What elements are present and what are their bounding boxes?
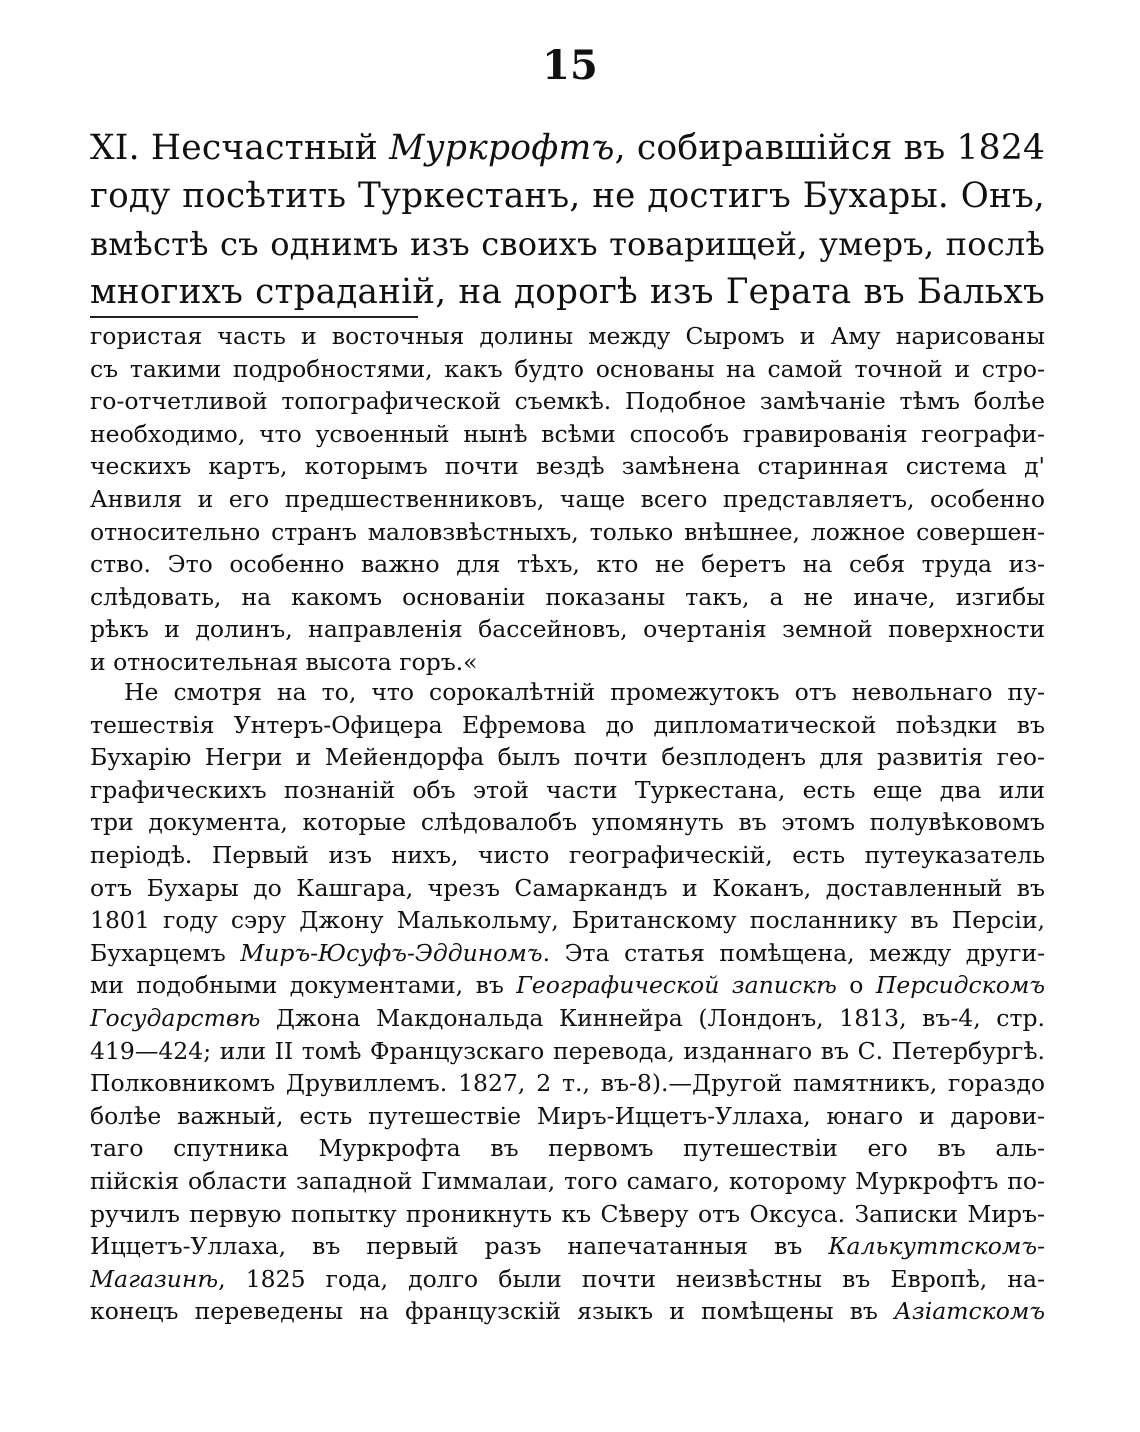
- body-line-19-end: , 1825 года, долго были почти неизвѣстны въ Европѣ, на-: [218, 1264, 1045, 1293]
- footnote-line: ство. Это особенно важно для тѣхъ, кто не беретъ на себя труда из-: [90, 550, 1045, 579]
- body-line-4: графическихъ познаній объ этой части Туркестана, есть еще два или: [90, 775, 1045, 804]
- body-line-7: отъ Бухары до Кашгара, чрезъ Самаркандъ и Коканъ, доставленный въ: [90, 873, 1045, 902]
- footnote: [90, 320, 1045, 679]
- body-line-3: Бухарію Негри и Мейендорфа былъ почти безплоденъ для развитія гео-: [90, 743, 1045, 772]
- body-line-10-title-1: Географической запискѣ: [516, 971, 837, 1000]
- section-line-1: [90, 124, 1045, 172]
- footnote-line: Анвиля и его предшественниковъ, чаще всего представляетъ, особенно: [90, 484, 1045, 513]
- body-line-19: [90, 1263, 1045, 1296]
- body-line-9-start: Бухарцемъ: [90, 938, 241, 967]
- body-line-20-start: конецъ переведены на французскій языкъ и помѣщены въ: [90, 1297, 895, 1326]
- body-line-9-end: . Эта статья помѣщена, между други-: [542, 938, 1045, 967]
- body-line-19-title: Магазинѣ: [90, 1264, 219, 1293]
- body-line-10-title-2: Персидскомъ: [875, 971, 1045, 1000]
- body-line-11-end: Джона Макдональда Киннейра (Лондонъ, 1813, въ-4, стр.: [260, 1003, 1045, 1032]
- body-line-5: три документа, которые слѣдовалобъ упомянуть въ этомъ полувѣковомъ: [90, 808, 1045, 837]
- body-line-16: пійскія области западной Гиммалаи, того самаго, которому Муркрофтъ по-: [90, 1166, 1045, 1195]
- body-line-20-title: Азіатскомъ: [894, 1297, 1045, 1326]
- body-line-1: Не смотря на то, что сорокалѣтній промежутокъ отъ невольнаго пу-: [124, 678, 1045, 706]
- body-line-2: тешествія Унтеръ-Офицера Ефремова до дипломатической поѣздки въ: [90, 710, 1045, 739]
- body-line-17: ручилъ первую попытку проникнуть къ Сѣверу отъ Оксуса. Записки Миръ-: [90, 1199, 1045, 1228]
- section-line-4: многихъ страданій, на дорогѣ изъ Герата въ Бальхъ: [90, 272, 1045, 312]
- body-line-11: [90, 1002, 1045, 1035]
- body-line-15: таго спутника Муркрофта въ первомъ путешествіи его въ аль-: [90, 1134, 1045, 1163]
- section-line-2: году посѣтить Туркестанъ, не достигъ Бухары. Онъ,: [90, 176, 1045, 216]
- body-line-11-title: Государствѣ: [90, 1003, 261, 1032]
- body-line-18: [90, 1230, 1045, 1263]
- footnote-line: съ такими подробностями, какъ будто основаны на самой точной и стро-: [90, 354, 1045, 383]
- footnote-line: ческихъ картъ, которымъ почти вездѣ замѣнена старинная система д': [90, 452, 1045, 481]
- body-line-10-mid: о: [836, 971, 876, 1000]
- section-line-3: вмѣстѣ съ однимъ изъ своихъ товарищей, умеръ, послѣ: [90, 225, 1045, 263]
- body-line-6: періодѣ. Первый изъ нихъ, чисто географическій, есть путеуказатель: [90, 840, 1045, 869]
- section-line-1-start: XI. Несчастный: [90, 128, 390, 168]
- footnote-line: слѣдовать, на какомъ основаніи показаны такъ, а не иначе, изгибы: [90, 582, 1045, 611]
- body-line-18-start: Иццетъ-Уллаха, въ первый разъ напечатанныя въ: [90, 1232, 829, 1261]
- footnote-line: рѣкъ и долинъ, направленія бассейновъ, очертанія земной поверхности: [90, 615, 1045, 644]
- section-line-1-end: , собиравшійся въ 1824: [614, 128, 1045, 168]
- footnote-separator-rule: [90, 316, 418, 318]
- body-line-12: 419—424; или II томѣ Французскаго перевода, изданнаго въ С. Петербургѣ.: [90, 1036, 1045, 1065]
- footnote-line: необходимо, что усвоенный нынѣ всѣми способъ гравированія географи-: [90, 419, 1045, 448]
- body-line-8: 1801 году сэру Джону Малькольму, Британскому посланнику въ Персіи,: [90, 906, 1045, 935]
- body-line-13: Полковникомъ Друвиллемъ. 1827, 2 т., въ-8).—Другой памятникъ, гораздо: [90, 1069, 1045, 1098]
- body-line-9: [90, 937, 1045, 970]
- section-line-1-name: Муркрофтъ: [389, 128, 615, 168]
- body-line-10-start: ми подобными документами, въ: [90, 971, 517, 1000]
- footnote-line: гористая часть и восточныя долины между Сыромъ и Аму нарисованы: [90, 322, 1045, 350]
- footnote-line: го-отчетливой топографической съемкѣ. Подобное замѣчаніе тѣмъ болѣе: [90, 387, 1045, 416]
- footnote-line: относительно странъ маловзвѣстныхъ, только внѣшнее, ложное совершен-: [90, 517, 1045, 546]
- body-paragraph: [90, 676, 1045, 1328]
- body-line-14: болѣе важный, есть путешествіе Миръ-Иццетъ-Уллаха, юнаго и дарови-: [90, 1101, 1045, 1130]
- section-xi-text: [90, 124, 1045, 316]
- body-line-18-title: Калькуттскомъ-: [828, 1232, 1045, 1261]
- body-line-10: [90, 969, 1045, 1002]
- footnote-line: и относительная высота горъ.«: [90, 647, 478, 676]
- page-number: 15: [542, 42, 598, 89]
- body-line-20: [90, 1295, 1045, 1328]
- body-line-9-name: Миръ-Юсуфъ-Эддиномъ: [240, 938, 543, 967]
